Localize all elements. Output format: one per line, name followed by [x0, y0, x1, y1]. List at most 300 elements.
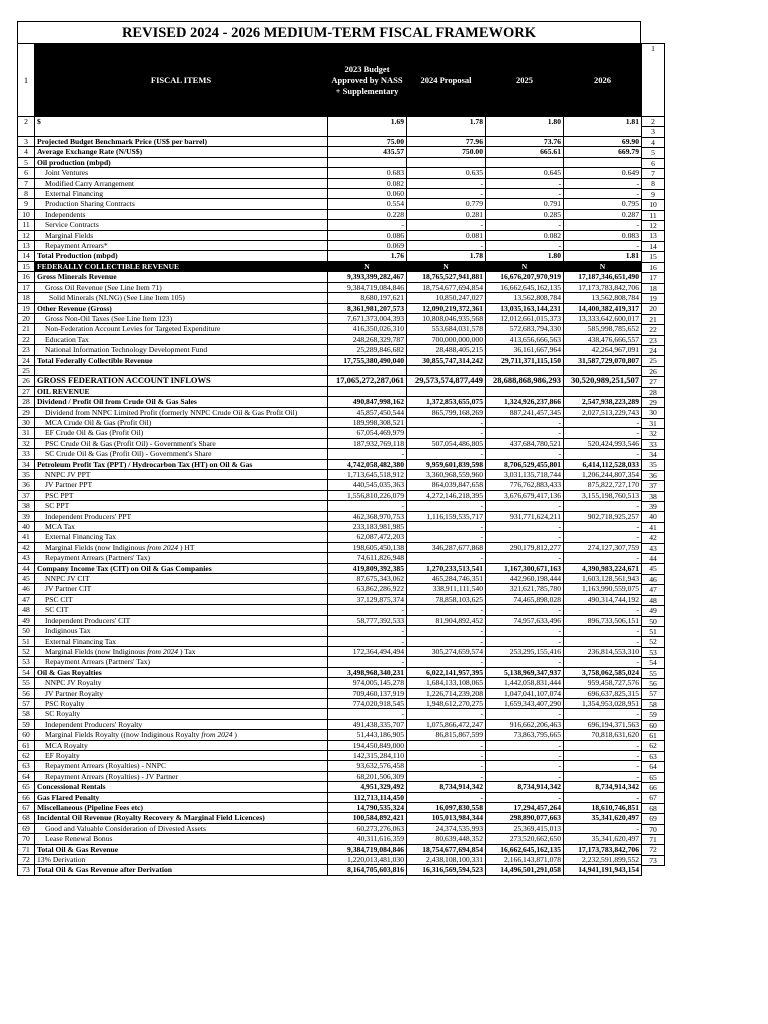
table-row [18, 730, 642, 740]
row-label: Marginal Fields [35, 230, 328, 240]
row-value-col1: 3,498,968,340,231 [328, 667, 407, 677]
row-value-col4: 17,173,783,842,706 [564, 844, 642, 854]
row-value-col4: - [564, 605, 642, 615]
row-value-col1: 100,584,892,421 [328, 813, 407, 823]
row-number: 47 [18, 594, 35, 604]
row-value-col3: 16,662,645,162,135 [486, 844, 564, 854]
header-2024-proposal: 2024 Proposal [407, 44, 486, 117]
row-value-col1: 17,755,380,490,040 [328, 355, 407, 365]
row-value-col2: - [407, 636, 486, 646]
row-number: 39 [18, 511, 35, 521]
row-number: 60 [18, 730, 35, 740]
row-label: Gross Non-Oil Taxes (See Line Item 123) [35, 313, 328, 323]
table-row [18, 605, 642, 615]
row-value-col4: 1.81 [564, 117, 642, 137]
table-row [18, 782, 642, 792]
row-value-col1: 248,268,329,787 [328, 334, 407, 344]
table-row [18, 563, 642, 573]
row-value-col4: - [564, 241, 642, 251]
row-value-col4: - [564, 792, 642, 802]
row-label: 13% Derivation [35, 855, 328, 865]
row-value-col2: 1,948,612,270,275 [407, 698, 486, 708]
row-value-col4: - [564, 532, 642, 542]
row-label: PSC Crude Oil & Gas (Profit Oil) - Government's Share [35, 438, 328, 448]
row-value-col4: 696,637,825,315 [564, 688, 642, 698]
row-value-col3: - [486, 626, 564, 636]
row-value-col4: 0.649 [564, 168, 642, 178]
row-value-col2: 18,754,677,694,854 [407, 844, 486, 854]
row-label: External Financing Tax [35, 636, 328, 646]
row-value-col3: 12,012,661,015,373 [486, 313, 564, 323]
row-value-col3: 8,706,529,455,801 [486, 459, 564, 469]
row-label: Solid Minerals (NLNG) (See Line Item 105) [35, 293, 328, 303]
table-row [18, 199, 642, 209]
row-value-col2: - [407, 761, 486, 771]
row-value-col1: 9,384,719,084,846 [328, 844, 407, 854]
row-value-col2: 10,808,046,935,568 [407, 313, 486, 323]
row-value-col3: - [486, 428, 564, 438]
row-value-col1 [328, 365, 407, 375]
row-number: 58 [18, 709, 35, 719]
row-value-col1: - [328, 626, 407, 636]
table-row [18, 272, 642, 282]
row-value-col3 [486, 157, 564, 167]
row-value-col2: 28,488,405,215 [407, 345, 486, 355]
row-label: Modified Carry Arrangement [35, 178, 328, 188]
right-row-number: 58 [642, 699, 665, 709]
right-row-number: 30 [642, 408, 665, 418]
right-row-number: 20 [642, 304, 665, 314]
row-value-col3: 1.80 [486, 117, 564, 137]
row-value-col3: - [486, 532, 564, 542]
row-value-col3: - [486, 771, 564, 781]
row-value-col3: 28,688,868,986,293 [486, 376, 564, 386]
row-value-col1: 198,605,450,138 [328, 542, 407, 552]
row-number: 51 [18, 636, 35, 646]
table-row [18, 522, 642, 532]
row-label: Gas Flared Penalty [35, 792, 328, 802]
row-value-col4: - [564, 553, 642, 563]
row-label: JV Partner CIT [35, 584, 328, 594]
row-number: 41 [18, 532, 35, 542]
row-value-col2: - [407, 220, 486, 230]
fiscal-framework-sheet [17, 21, 664, 876]
row-label: Lease Renewal Bonus [35, 834, 328, 844]
table-row [18, 168, 642, 178]
row-value-col3: 572,683,794,330 [486, 324, 564, 334]
row-value-col4: - [564, 823, 642, 833]
table-row [18, 865, 642, 875]
row-value-col1: 87,675,343,062 [328, 574, 407, 584]
row-value-col1: 194,450,849,000 [328, 740, 407, 750]
row-value-col4: 35,341,620,497 [564, 834, 642, 844]
row-label: Independent Producers' Royalty [35, 719, 328, 729]
row-value-col1: 8,680,197,621 [328, 293, 407, 303]
row-value-col4: 17,187,346,651,490 [564, 272, 642, 282]
row-value-col4: 902,718,925,257 [564, 511, 642, 521]
table-row [18, 241, 642, 251]
row-value-col2: 864,039,847,658 [407, 480, 486, 490]
row-number: 62 [18, 750, 35, 760]
row-value-col2: 24,374,535,993 [407, 823, 486, 833]
header-2026: 2026 [564, 44, 642, 117]
right-row-number: 4 [642, 137, 665, 147]
row-label: Gross Oil Revenue (See Line Item 71) [35, 282, 328, 292]
row-value-col4: 1,354,953,028,951 [564, 698, 642, 708]
row-value-col1: 4,951,329,492 [328, 782, 407, 792]
right-row-number: 34 [642, 450, 665, 460]
table-row [18, 771, 642, 781]
row-value-col2 [407, 157, 486, 167]
row-value-col1 [328, 157, 407, 167]
row-value-col4: 17,173,783,842,706 [564, 282, 642, 292]
table-row [18, 553, 642, 563]
row-label: Good and Valuable Consideration of Divested Assets [35, 823, 328, 833]
row-value-col2 [407, 365, 486, 375]
row-value-col4: 14,941,191,943,154 [564, 865, 642, 875]
row-value-col1: 63,862,286,922 [328, 584, 407, 594]
row-number: 70 [18, 834, 35, 844]
row-number: 22 [18, 334, 35, 344]
right-row-number: 64 [642, 762, 665, 772]
row-value-col1: 9,393,399,282,467 [328, 272, 407, 282]
row-value-col3: - [486, 449, 564, 459]
table-row [18, 313, 642, 323]
right-row-number: 24 [642, 345, 665, 355]
row-value-col4: - [564, 449, 642, 459]
row-label: JV Partner Royalty [35, 688, 328, 698]
table-row [18, 542, 642, 552]
row-value-col2: 6,022,141,957,395 [407, 667, 486, 677]
row-value-col2: 465,284,746,351 [407, 574, 486, 584]
row-value-col2: - [407, 189, 486, 199]
row-value-col2: N [407, 261, 486, 271]
right-row-number: 72 [642, 845, 665, 855]
row-number: 30 [18, 417, 35, 427]
right-row-number: 35 [642, 460, 665, 470]
row-number: 71 [18, 844, 35, 854]
row-value-col4: - [564, 771, 642, 781]
right-row-number: 36 [642, 470, 665, 480]
right-row-number: 38 [642, 491, 665, 501]
row-number: 9 [18, 199, 35, 209]
row-value-col4: 875,822,727,170 [564, 480, 642, 490]
row-value-col3: 8,734,914,342 [486, 782, 564, 792]
right-row-number: 28 [642, 387, 665, 397]
row-value-col1: 491,438,335,707 [328, 719, 407, 729]
row-number: 50 [18, 626, 35, 636]
row-value-col2: 1,684,133,108,065 [407, 678, 486, 688]
row-value-col3: 321,621,785,780 [486, 584, 564, 594]
row-label: Marginal Fields (now Indiginous from 2024 ) HT [35, 542, 328, 552]
row-label: NNPC JV CIT [35, 574, 328, 584]
right-row-number: 18 [642, 283, 665, 293]
right-row-number: 31 [642, 418, 665, 428]
row-number: 68 [18, 813, 35, 823]
right-row-number: 59 [642, 710, 665, 720]
row-value-col2: - [407, 771, 486, 781]
row-value-col2: - [407, 626, 486, 636]
header-row-number: 1 [18, 44, 35, 117]
table-row [18, 584, 642, 594]
row-label: Incidental Oil Revenue (Royalty Recovery & Marginal Field Licences) [35, 813, 328, 823]
right-row-number: 40 [642, 512, 665, 522]
row-value-col2: 338,911,111,540 [407, 584, 486, 594]
row-value-col4: - [564, 740, 642, 750]
right-row-number: 6 [642, 158, 665, 168]
row-number: 36 [18, 480, 35, 490]
row-value-col3: 13,035,163,144,231 [486, 303, 564, 313]
row-value-col1: 0.683 [328, 168, 407, 178]
row-value-col1: 1,556,810,226,079 [328, 490, 407, 500]
row-value-col3: 0.645 [486, 168, 564, 178]
row-value-col1: 233,183,981,985 [328, 522, 407, 532]
row-number: 19 [18, 303, 35, 313]
row-value-col3: 74,465,898,028 [486, 594, 564, 604]
row-number: 25 [18, 365, 35, 375]
row-value-col2: 1,226,714,239,208 [407, 688, 486, 698]
row-label: Dividend from NNPC Limited Profit (formerly NNPC Crude Oil & Gas Profit Oil) [35, 407, 328, 417]
row-value-col1: 37,129,875,374 [328, 594, 407, 604]
right-row-number: 73 [642, 855, 665, 865]
row-value-col2: - [407, 605, 486, 615]
row-value-col2: 346,287,677,868 [407, 542, 486, 552]
row-value-col4: 959,458,727,576 [564, 678, 642, 688]
row-value-col3: 1,324,926,237,866 [486, 397, 564, 407]
page-title: REVISED 2024 - 2026 MEDIUM-TERM FISCAL FRAMEWORK [17, 21, 641, 43]
row-value-col3: 0.082 [486, 230, 564, 240]
row-value-col1: 462,368,970,753 [328, 511, 407, 521]
table-row [18, 324, 642, 334]
table-row [18, 117, 642, 137]
row-label: Repayment Arrears (Partners' Tax) [35, 657, 328, 667]
row-label: SC Crude Oil & Gas (Profit Oil) - Government's Share [35, 449, 328, 459]
row-value-col2: 80,639,448,352 [407, 834, 486, 844]
row-value-col1: N [328, 261, 407, 271]
right-row-number: 57 [642, 689, 665, 699]
row-label: Repayment Arrears* [35, 241, 328, 251]
row-label: Dividend / Profit Oil from Crude Oil & Gas Sales [35, 397, 328, 407]
row-value-col3: 16,676,207,970,919 [486, 272, 564, 282]
row-value-col4: - [564, 178, 642, 188]
row-label: OIL REVENUE [35, 386, 328, 396]
right-row-number: 5 [642, 148, 665, 158]
row-label: PSC CIT [35, 594, 328, 604]
row-label: NNPC JV PPT [35, 470, 328, 480]
row-value-col4: 30,520,989,251,507 [564, 376, 642, 386]
right-row-number: 12 [642, 221, 665, 231]
row-number: 24 [18, 355, 35, 365]
row-value-col3: 665.61 [486, 147, 564, 157]
right-row-number: 32 [642, 429, 665, 439]
row-value-col1: 419,809,392,385 [328, 563, 407, 573]
row-value-col3: 5,138,969,347,937 [486, 667, 564, 677]
row-value-col1: - [328, 709, 407, 719]
row-value-col2: 1.78 [407, 251, 486, 261]
row-value-col2: - [407, 241, 486, 251]
table-row [18, 792, 642, 802]
row-value-col2: 12,090,219,372,361 [407, 303, 486, 313]
row-value-col4: 31,587,729,070,807 [564, 355, 642, 365]
row-value-col4: - [564, 417, 642, 427]
row-value-col4: - [564, 657, 642, 667]
row-value-col3: 437,684,780,521 [486, 438, 564, 448]
row-value-col3 [486, 386, 564, 396]
row-value-col4: 4,390,983,224,671 [564, 563, 642, 573]
row-label: FEDERALLY COLLECTIBLE REVENUE [35, 261, 328, 271]
right-row-number: 23 [642, 335, 665, 345]
row-label: Total Oil & Gas Revenue after Derivation [35, 865, 328, 875]
row-value-col3: - [486, 220, 564, 230]
row-value-col2: - [407, 428, 486, 438]
row-value-col2: 16,316,569,594,523 [407, 865, 486, 875]
row-value-col2: - [407, 417, 486, 427]
row-value-col1: 1,220,013,481,030 [328, 855, 407, 865]
row-label: Service Contracts [35, 220, 328, 230]
row-number: 29 [18, 407, 35, 417]
row-value-col4: 3,155,198,760,513 [564, 490, 642, 500]
row-value-col1: 1,713,645,518,912 [328, 470, 407, 480]
row-label: Projected Budget Benchmark Price (US$ per barrel) [35, 137, 328, 147]
row-number: 38 [18, 501, 35, 511]
table-row [18, 626, 642, 636]
row-value-col1: 67,054,469,979 [328, 428, 407, 438]
row-value-col3: - [486, 417, 564, 427]
row-value-col2: 700,000,000,000 [407, 334, 486, 344]
row-value-col1: 774,020,918,545 [328, 698, 407, 708]
right-row-number: 52 [642, 637, 665, 647]
row-value-col1: 0.082 [328, 178, 407, 188]
table-row [18, 282, 642, 292]
row-value-col1: 189,998,308,521 [328, 417, 407, 427]
row-value-col3: - [486, 178, 564, 188]
row-number: 52 [18, 646, 35, 656]
row-value-col4: 236,814,553,310 [564, 646, 642, 656]
right-row-number: 14 [642, 241, 665, 251]
right-row-number: 29 [642, 397, 665, 407]
row-number: 16 [18, 272, 35, 282]
right-row-number: 53 [642, 647, 665, 657]
row-number: 66 [18, 792, 35, 802]
row-value-col1: 68,201,506,309 [328, 771, 407, 781]
table-row [18, 449, 642, 459]
row-number: 43 [18, 553, 35, 563]
row-value-col4: 896,733,506,151 [564, 615, 642, 625]
row-number: 40 [18, 522, 35, 532]
row-value-col4: 2,547,938,223,289 [564, 397, 642, 407]
row-value-col3: 73,863,795,665 [486, 730, 564, 740]
table-row [18, 417, 642, 427]
table-row [18, 345, 642, 355]
row-value-col4: 669.79 [564, 147, 642, 157]
row-number: 57 [18, 698, 35, 708]
row-value-col3: - [486, 241, 564, 251]
row-label: Marginal Fields Royalty ((now Indiginous Royalty from 2024 ) [35, 730, 328, 740]
row-value-col2: 0.281 [407, 209, 486, 219]
row-value-col3: 25,369,415,013 [486, 823, 564, 833]
right-row-number: 19 [642, 293, 665, 303]
row-value-col3: - [486, 501, 564, 511]
row-value-col3: - [486, 605, 564, 615]
row-value-col1: 62,087,472,203 [328, 532, 407, 542]
row-number: 73 [18, 865, 35, 875]
row-value-col3: - [486, 636, 564, 646]
row-value-col4: 274,127,307,759 [564, 542, 642, 552]
row-value-col4: 69.90 [564, 137, 642, 147]
row-value-col1: 435.57 [328, 147, 407, 157]
row-label: Education Tax [35, 334, 328, 344]
table-row [18, 303, 642, 313]
row-number: 17 [18, 282, 35, 292]
row-number: 46 [18, 584, 35, 594]
right-row-number: 56 [642, 678, 665, 688]
row-value-col3: 1,167,300,671,163 [486, 563, 564, 573]
row-number: 48 [18, 605, 35, 615]
table-row [18, 376, 642, 386]
row-label: Total Federally Collectible Revenue [35, 355, 328, 365]
row-value-col2: 78,858,103,625 [407, 594, 486, 604]
table-row [18, 230, 642, 240]
table-row [18, 459, 642, 469]
row-number: 69 [18, 823, 35, 833]
row-label: National Information Technology Development Fund [35, 345, 328, 355]
row-value-col4 [564, 157, 642, 167]
table-row [18, 147, 642, 157]
row-value-col2: 4,272,146,218,395 [407, 490, 486, 500]
row-number: 53 [18, 657, 35, 667]
right-row-number: 25 [642, 356, 665, 366]
table-row [18, 750, 642, 760]
table-row [18, 470, 642, 480]
row-value-col1: 51,443,186,905 [328, 730, 407, 740]
row-value-col4: 0.287 [564, 209, 642, 219]
right-row-number: 45 [642, 564, 665, 574]
row-value-col1: 8,164,705,603,816 [328, 865, 407, 875]
row-value-col4: - [564, 709, 642, 719]
header-fiscal-items: FISCAL ITEMS [35, 44, 328, 117]
fiscal-table [17, 43, 642, 876]
row-value-col2: - [407, 709, 486, 719]
row-value-col2: 553,684,031,578 [407, 324, 486, 334]
table-row [18, 823, 642, 833]
row-number: 3 [18, 137, 35, 147]
row-label: Joint Ventures [35, 168, 328, 178]
row-value-col4: 2,027,513,229,743 [564, 407, 642, 417]
row-label: Marginal Fields (now Indiginous from 2024 ) Tax [35, 646, 328, 656]
row-number: 32 [18, 438, 35, 448]
row-number: 4 [18, 147, 35, 157]
table-row [18, 189, 642, 199]
row-value-col4: 6,414,112,528,033 [564, 459, 642, 469]
row-value-col2: 29,573,574,877,449 [407, 376, 486, 386]
row-number: 44 [18, 563, 35, 573]
right-row-number: 61 [642, 730, 665, 740]
table-row [18, 594, 642, 604]
row-label: Other Revenue (Gross) [35, 303, 328, 313]
table-row [18, 844, 642, 854]
row-number: 35 [18, 470, 35, 480]
row-value-col2: 16,097,830,558 [407, 803, 486, 813]
row-value-col4: 0.795 [564, 199, 642, 209]
row-value-col4: 14,400,382,419,317 [564, 303, 642, 313]
row-value-col4: 696,194,371,563 [564, 719, 642, 729]
row-value-col4: - [564, 220, 642, 230]
row-value-col4: 42,264,967,091 [564, 345, 642, 355]
row-value-col4 [564, 365, 642, 375]
table-header-row [18, 44, 642, 117]
row-value-col2: - [407, 501, 486, 511]
table-row [18, 220, 642, 230]
